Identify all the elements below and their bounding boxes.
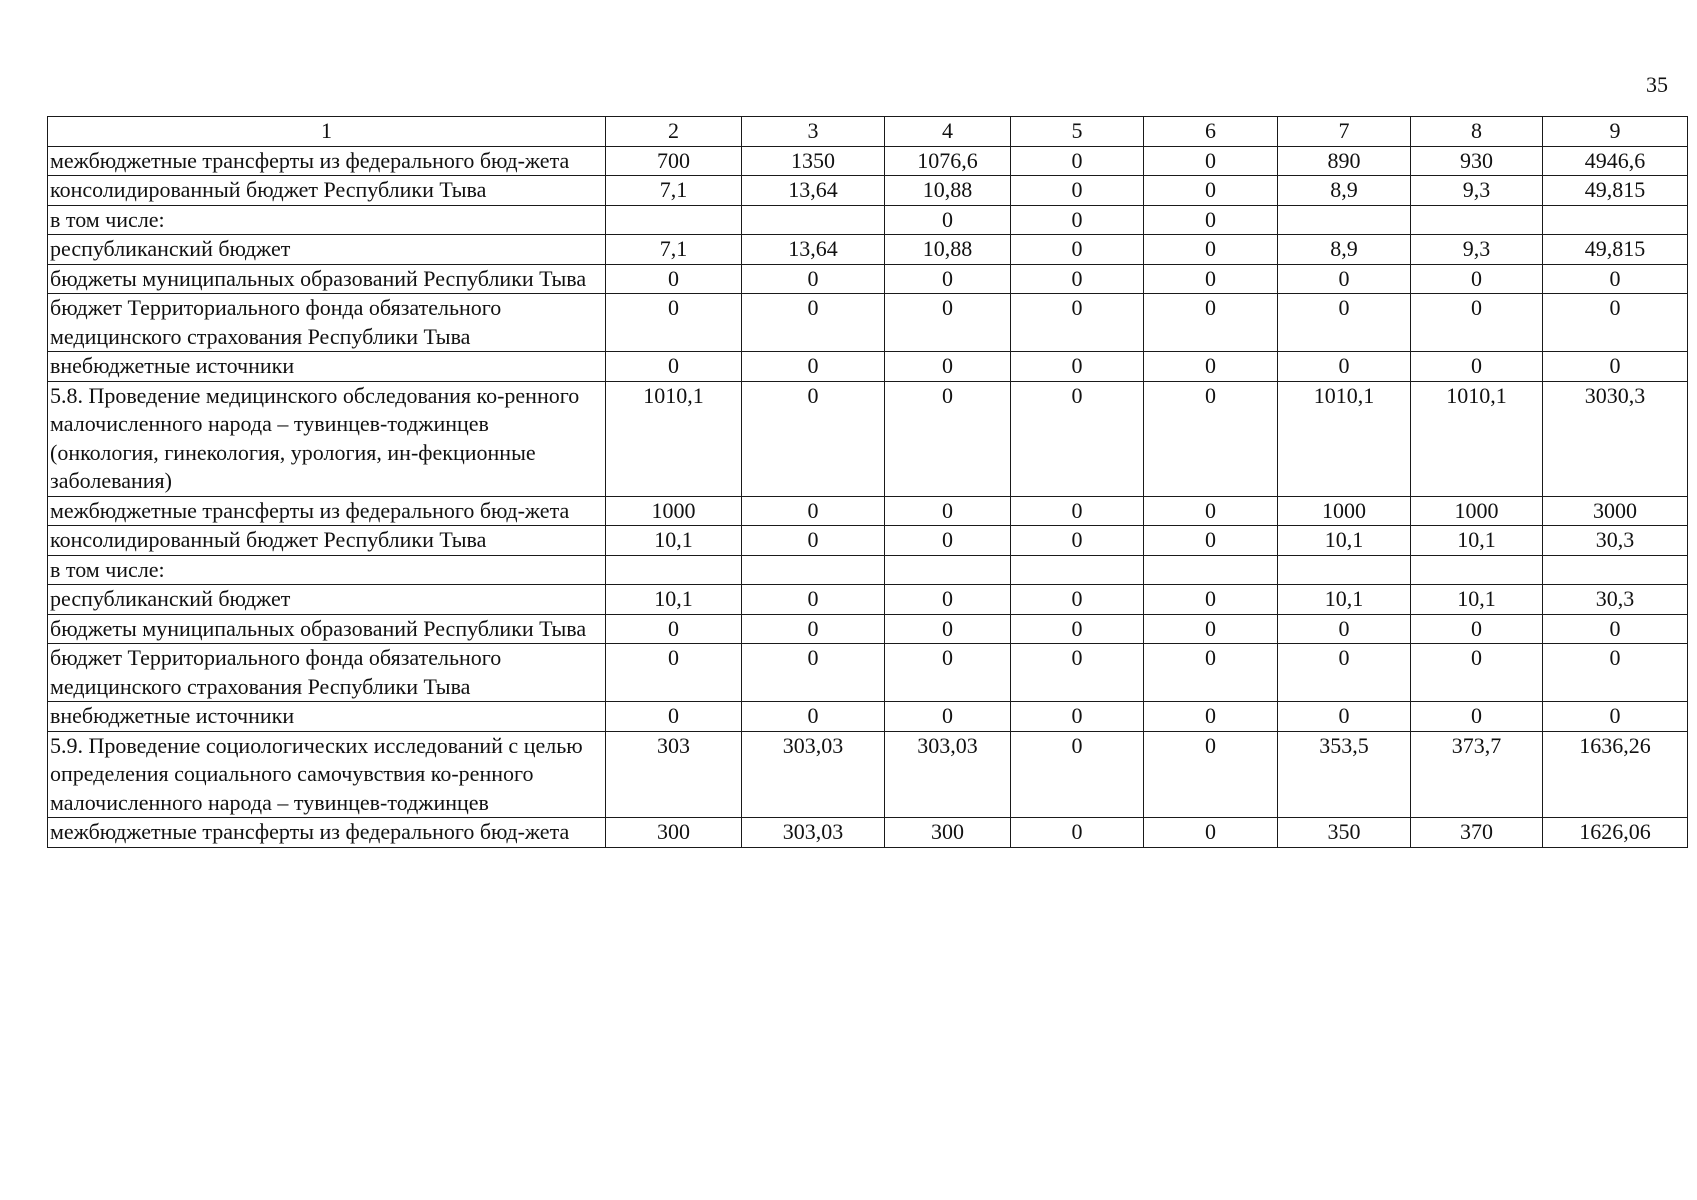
value-cell <box>1543 205 1688 235</box>
value-cell: 1000 <box>1411 496 1543 526</box>
value-cell: 0 <box>1011 526 1144 556</box>
value-cell: 0 <box>885 585 1011 615</box>
value-cell: 0 <box>1144 496 1278 526</box>
value-cell: 0 <box>885 496 1011 526</box>
value-cell: 1010,1 <box>1411 381 1543 496</box>
value-cell <box>1278 205 1411 235</box>
value-cell: 0 <box>1543 644 1688 702</box>
value-cell: 1636,26 <box>1543 731 1688 818</box>
value-cell: 10,1 <box>1278 585 1411 615</box>
value-cell: 0 <box>885 702 1011 732</box>
value-cell: 0 <box>1011 294 1144 352</box>
value-cell: 0 <box>1144 264 1278 294</box>
value-cell: 13,64 <box>742 235 885 265</box>
value-cell: 0 <box>885 381 1011 496</box>
value-cell: 0 <box>742 526 885 556</box>
column-header: 7 <box>1278 117 1411 147</box>
value-cell: 0 <box>1144 731 1278 818</box>
value-cell: 10,1 <box>606 585 742 615</box>
value-cell: 0 <box>1411 294 1543 352</box>
value-cell: 0 <box>1011 381 1144 496</box>
row-label: в том числе: <box>48 205 606 235</box>
row-label: республиканский бюджет <box>48 585 606 615</box>
value-cell: 10,1 <box>1411 526 1543 556</box>
value-cell: 350 <box>1278 818 1411 848</box>
value-cell: 0 <box>1278 614 1411 644</box>
value-cell: 0 <box>742 264 885 294</box>
table-row <box>48 352 1688 382</box>
row-label: внебюджетные источники <box>48 702 606 732</box>
value-cell: 0 <box>1011 235 1144 265</box>
value-cell: 0 <box>606 294 742 352</box>
row-label: межбюджетные трансферты из федерального бюд-жета <box>48 818 606 848</box>
table-row <box>48 731 1688 818</box>
value-cell: 890 <box>1278 146 1411 176</box>
value-cell <box>1278 555 1411 585</box>
value-cell: 0 <box>1543 264 1688 294</box>
value-cell <box>1543 555 1688 585</box>
value-cell <box>606 205 742 235</box>
value-cell: 300 <box>885 818 1011 848</box>
value-cell: 0 <box>1278 644 1411 702</box>
value-cell: 0 <box>606 702 742 732</box>
value-cell: 0 <box>885 205 1011 235</box>
value-cell: 3000 <box>1543 496 1688 526</box>
value-cell: 0 <box>885 294 1011 352</box>
value-cell: 0 <box>742 381 885 496</box>
value-cell: 700 <box>606 146 742 176</box>
value-cell: 10,1 <box>1278 526 1411 556</box>
value-cell: 0 <box>1144 352 1278 382</box>
row-label: бюджеты муниципальных образований Республики Тыва <box>48 614 606 644</box>
value-cell: 0 <box>1411 352 1543 382</box>
value-cell: 0 <box>1278 352 1411 382</box>
value-cell: 300 <box>606 818 742 848</box>
value-cell: 10,88 <box>885 235 1011 265</box>
row-label: межбюджетные трансферты из федерального бюд-жета <box>48 146 606 176</box>
value-cell: 1076,6 <box>885 146 1011 176</box>
row-label: бюджет Территориального фонда обязательного медицинского страхования Республики Тыва <box>48 644 606 702</box>
value-cell: 303,03 <box>885 731 1011 818</box>
table-row <box>48 555 1688 585</box>
value-cell: 0 <box>885 644 1011 702</box>
value-cell: 13,64 <box>742 176 885 206</box>
value-cell: 9,3 <box>1411 235 1543 265</box>
value-cell: 0 <box>1011 731 1144 818</box>
row-label: бюджет Территориального фонда обязательного медицинского страхования Республики Тыва <box>48 294 606 352</box>
value-cell <box>1411 205 1543 235</box>
value-cell: 0 <box>1011 146 1144 176</box>
table-row <box>48 496 1688 526</box>
value-cell: 0 <box>742 644 885 702</box>
value-cell: 0 <box>1278 702 1411 732</box>
value-cell: 0 <box>1011 818 1144 848</box>
value-cell: 10,1 <box>1411 585 1543 615</box>
value-cell: 8,9 <box>1278 176 1411 206</box>
value-cell: 0 <box>1278 294 1411 352</box>
table-row <box>48 205 1688 235</box>
value-cell: 0 <box>1144 644 1278 702</box>
table-row <box>48 264 1688 294</box>
value-cell: 0 <box>1144 294 1278 352</box>
value-cell: 1626,06 <box>1543 818 1688 848</box>
value-cell: 1350 <box>742 146 885 176</box>
value-cell: 0 <box>1543 702 1688 732</box>
table-row <box>48 702 1688 732</box>
value-cell <box>1144 555 1278 585</box>
value-cell: 0 <box>742 352 885 382</box>
value-cell: 0 <box>1144 146 1278 176</box>
value-cell: 0 <box>885 614 1011 644</box>
row-label: республиканский бюджет <box>48 235 606 265</box>
column-header: 8 <box>1411 117 1543 147</box>
value-cell <box>885 555 1011 585</box>
value-cell: 1000 <box>606 496 742 526</box>
value-cell: 1000 <box>1278 496 1411 526</box>
value-cell: 0 <box>606 614 742 644</box>
value-cell: 49,815 <box>1543 235 1688 265</box>
column-header: 2 <box>606 117 742 147</box>
value-cell: 0 <box>1543 352 1688 382</box>
row-label: межбюджетные трансферты из федерального бюд-жета <box>48 496 606 526</box>
value-cell: 0 <box>742 496 885 526</box>
value-cell: 0 <box>1543 294 1688 352</box>
value-cell: 0 <box>1278 264 1411 294</box>
row-label: консолидированный бюджет Республики Тыва <box>48 526 606 556</box>
value-cell: 0 <box>1011 614 1144 644</box>
row-label: 5.8. Проведение медицинского обследования ко-ренного малочисленного народа – тувинцев-тоджинцев (онкология, гинекология, урология, ин-фекционные заболевания) <box>48 381 606 496</box>
value-cell: 303 <box>606 731 742 818</box>
value-cell: 0 <box>1411 702 1543 732</box>
column-header: 9 <box>1543 117 1688 147</box>
value-cell: 0 <box>606 352 742 382</box>
table-body <box>48 117 1688 848</box>
value-cell: 10,1 <box>606 526 742 556</box>
value-cell: 30,3 <box>1543 585 1688 615</box>
table-row <box>48 146 1688 176</box>
value-cell: 0 <box>1011 264 1144 294</box>
value-cell: 0 <box>1011 702 1144 732</box>
value-cell: 373,7 <box>1411 731 1543 818</box>
value-cell: 7,1 <box>606 235 742 265</box>
value-cell: 0 <box>1411 614 1543 644</box>
table-row <box>48 614 1688 644</box>
value-cell: 0 <box>1144 585 1278 615</box>
value-cell: 0 <box>885 264 1011 294</box>
value-cell: 8,9 <box>1278 235 1411 265</box>
value-cell: 0 <box>606 264 742 294</box>
row-label: в том числе: <box>48 555 606 585</box>
value-cell: 0 <box>885 352 1011 382</box>
value-cell: 353,5 <box>1278 731 1411 818</box>
value-cell: 0 <box>1011 205 1144 235</box>
value-cell <box>1011 555 1144 585</box>
value-cell: 0 <box>742 614 885 644</box>
value-cell: 303,03 <box>742 818 885 848</box>
value-cell: 9,3 <box>1411 176 1543 206</box>
value-cell: 370 <box>1411 818 1543 848</box>
row-label: внебюджетные источники <box>48 352 606 382</box>
table-row <box>48 818 1688 848</box>
value-cell: 0 <box>742 702 885 732</box>
value-cell: 0 <box>1144 176 1278 206</box>
value-cell: 1010,1 <box>1278 381 1411 496</box>
value-cell <box>1411 555 1543 585</box>
value-cell <box>742 555 885 585</box>
table-row <box>48 176 1688 206</box>
table-row <box>48 585 1688 615</box>
value-cell: 0 <box>1011 585 1144 615</box>
value-cell: 0 <box>1144 818 1278 848</box>
value-cell: 0 <box>885 526 1011 556</box>
column-header: 3 <box>742 117 885 147</box>
value-cell: 930 <box>1411 146 1543 176</box>
value-cell: 0 <box>1144 526 1278 556</box>
table-row <box>48 294 1688 352</box>
value-cell: 1010,1 <box>606 381 742 496</box>
value-cell: 7,1 <box>606 176 742 206</box>
value-cell: 0 <box>1144 702 1278 732</box>
value-cell: 0 <box>1144 614 1278 644</box>
value-cell: 30,3 <box>1543 526 1688 556</box>
value-cell: 4946,6 <box>1543 146 1688 176</box>
row-label: консолидированный бюджет Республики Тыва <box>48 176 606 206</box>
column-header: 1 <box>48 117 606 147</box>
value-cell: 0 <box>742 585 885 615</box>
value-cell: 0 <box>1543 614 1688 644</box>
value-cell: 0 <box>1011 496 1144 526</box>
value-cell <box>606 555 742 585</box>
column-number-header-row <box>48 117 1688 147</box>
table-row <box>48 644 1688 702</box>
value-cell: 0 <box>1411 264 1543 294</box>
value-cell: 303,03 <box>742 731 885 818</box>
column-header: 4 <box>885 117 1011 147</box>
table-row <box>48 526 1688 556</box>
value-cell: 0 <box>1144 381 1278 496</box>
value-cell: 0 <box>1144 235 1278 265</box>
value-cell: 0 <box>606 644 742 702</box>
row-label: бюджеты муниципальных образований Республики Тыва <box>48 264 606 294</box>
value-cell: 0 <box>742 294 885 352</box>
table-row <box>48 235 1688 265</box>
table-row <box>48 381 1688 496</box>
row-label: 5.9. Проведение социологических исследований с целью определения социального самочувствия ко-ренного малочисленного народа – тувинцев-тоджинцев <box>48 731 606 818</box>
value-cell: 0 <box>1411 644 1543 702</box>
value-cell: 49,815 <box>1543 176 1688 206</box>
value-cell: 0 <box>1011 644 1144 702</box>
column-header: 5 <box>1011 117 1144 147</box>
value-cell: 10,88 <box>885 176 1011 206</box>
budget-table <box>47 116 1688 848</box>
value-cell: 3030,3 <box>1543 381 1688 496</box>
value-cell: 0 <box>1011 176 1144 206</box>
page-number: 35 <box>1646 72 1668 97</box>
value-cell <box>742 205 885 235</box>
value-cell: 0 <box>1144 205 1278 235</box>
column-header: 6 <box>1144 117 1278 147</box>
value-cell: 0 <box>1011 352 1144 382</box>
